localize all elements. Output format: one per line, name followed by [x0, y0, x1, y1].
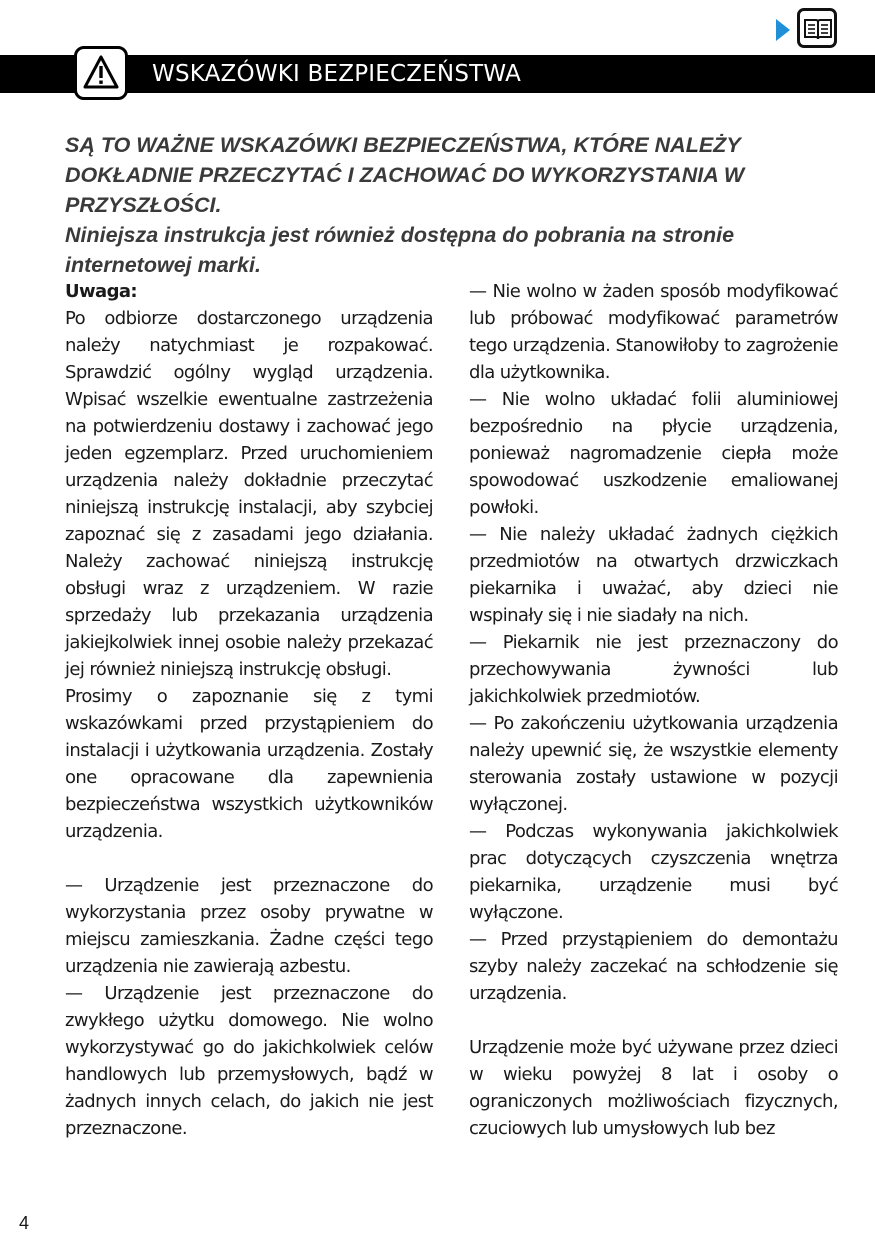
right-column [469, 278, 838, 1142]
next-arrow-icon[interactable] [776, 19, 790, 41]
manual-book-icon[interactable] [797, 8, 837, 48]
page-number: 4 [19, 1213, 30, 1233]
paragraph: Urządzenie może być używane przez dzieci w wieku powyżej 8 lat i osoby o ograniczonych możliwościach fizycznych, czuciowych lub umysłowych lub bez [469, 1037, 838, 1139]
paragraph: — Urządzenie jest przeznaczone do zwykłego użytku domowego. Nie wolno wykorzystywać go do jakichkolwiek celów handlowych lub przemysłowych, bądź w żadnych innych celach, do jakich nie jest przeznaczone. [65, 983, 433, 1139]
paragraph: Po odbiorze dostarczonego urządzenia należy natychmiast je rozpakować. Sprawdzić ogólny wygląd urządzenia. Wpisać wszelkie ewentualne zastrzeżenia na potwierdzeniu dostawy i zachować jego jeden egzemplarz. Przed uruchomieniem urządzenia należy dokładnie przeczytać niniejszą instrukcję instalacji, aby szybciej zapoznać się z zasadami jego działania. Należy zachować niniejszą instrukcję obsługi wraz z urządzeniem. W razie sprzedaży lub przekazania urządzenia jakiejkolwiek innej osobie należy przekazać jej również niniejszą instrukcję obsługi. [65, 308, 433, 680]
note-heading: Uwaga: [65, 281, 138, 302]
paragraph: — Nie wolno układać folii aluminiowej bezpośrednio na płycie urządzenia, ponieważ nagromadzenie ciepła może spowodować uszkodzenie emaliowanej powłoki. [469, 389, 838, 518]
paragraph: — Po zakończeniu użytkowania urządzenia należy upewnić się, że wszystkie elementy sterowania zostały ustawione w pozycji wyłączonej. [469, 713, 838, 815]
section-title: WSKAZÓWKI BEZPIECZEŃSTWA [152, 61, 522, 87]
paragraph-spacer [469, 1007, 838, 1034]
warning-triangle-icon [74, 46, 128, 100]
paragraph: Prosimy o zapoznanie się z tymi wskazówkami przed przystąpieniem do instalacji i użytkowania urządzenia. Zostały one opracowane dla zapewnienia bezpieczeństwa wszystkich użytkowników urządzenia. [65, 686, 433, 842]
paragraph-spacer [65, 845, 433, 872]
intro-download-note: Niniejsza instrukcja jest również dostępna do pobrania na stronie internetowej marki. [65, 223, 735, 277]
paragraph: — Piekarnik nie jest przeznaczony do przechowywania żywności lub jakichkolwiek przedmiotów. [469, 632, 838, 707]
paragraph: — Przed przystąpieniem do demontażu szyby należy zaczekać na schłodzenie się urządzenia. [469, 929, 838, 1004]
intro-block [65, 130, 840, 280]
left-column [65, 278, 433, 1142]
intro-warning: SĄ TO WAŻNE WSKAZÓWKI BEZPIECZEŃSTWA, KTÓRE NALEŻY DOKŁADNIE PRZECZYTAĆ I ZACHOWAĆ DO WYKORZYSTANIA W PRZYSZŁOŚCI. [65, 133, 745, 217]
paragraph: — Podczas wykonywania jakichkolwiek prac dotyczących czyszczenia wnętrza piekarnika, urządzenie musi być wyłączone. [469, 821, 838, 923]
paragraph: — Nie należy układać żadnych ciężkich przedmiotów na otwartych drzwiczkach piekarnika i uważać, aby dzieci nie wspinały się i nie siadały na nich. [469, 524, 838, 626]
paragraph: — Urządzenie jest przeznaczone do wykorzystania przez osoby prywatne w miejscu zamieszkania. Żadne części tego urządzenia nie zawierają azbestu. [65, 875, 433, 977]
paragraph: — Nie wolno w żaden sposób modyfikować lub próbować modyfikować parametrów tego urządzenia. Stanowiłoby to zagrożenie dla użytkownika. [469, 281, 838, 383]
